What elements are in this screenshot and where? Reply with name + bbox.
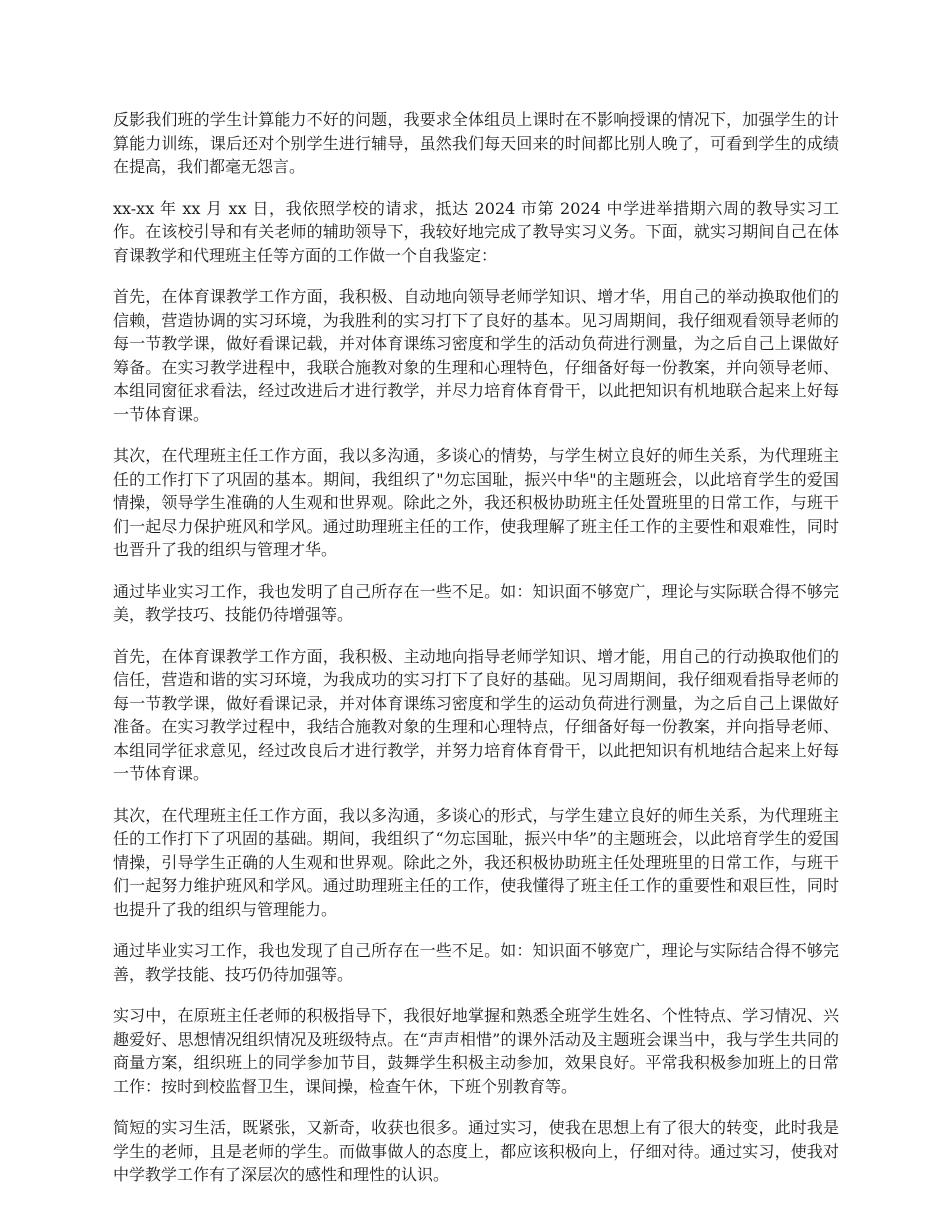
paragraph-2: xx-xx 年 xx 月 xx 日，我依照学校的请求，抵达 2024 市第 2024 中学进举措期六周的教导实习工作。在该校引导和有关老师的辅助领导下，我较好地完成了教导实习义务。下面，就实习期间自己在体育课教学和代理班主任等方面的工作做一个自我鉴定： xyxy=(113,198,839,265)
paragraph-3: 首先，在体育课教学工作方面，我积极、自动地向领导老师学知识、增才华，用自己的举动换取他们的信赖，营造协调的实习环境，为我胜利的实习打下了良好的基本。见习周期间，我仔细观看领导老师的每一节教学课，做好看课记载，并对体育课练习密度和学生的活动负荷进行测量，为之后自己上课做好筹备。在实习教学进程中，我联合施教对象的生理和心理特色，仔细备好每一份教案，并向领导老师、本组同窗征求看法，经过改进后才进行教学，并尽力培育体育骨干，以此把知识有机地联合起来上好每一节体育课。 xyxy=(113,287,839,424)
paragraph-10: 简短的实习生活，既紧张，又新奇，收获也很多。通过实习，使我在思想上有了很大的转变，此时我是学生的老师，且是老师的学生。而做事做人的态度上，都应该积极向上，仔细对待。通过实习，使我对中学教学工作有了深层次的感性和理性的认识。 xyxy=(113,1118,839,1184)
paragraph-1: 反影我们班的学生计算能力不好的问题，我要求全体组员上课时在不影响授课的情况下，加强学生的计算能力训练，课后还对个别学生进行辅导，虽然我们每天回来的时间都比别人晚了，可看到学生的成绩在提高，我们都毫无怨言。 xyxy=(113,110,839,176)
paragraph-5: 通过毕业实习工作，我也发明了自己所存在一些不足。如：知识面不够宽广，理论与实际联合得不够完美，教学技巧、技能仍待增强等。 xyxy=(113,581,839,624)
paragraph-7: 其次，在代理班主任工作方面，我以多沟通，多谈心的形式，与学生建立良好的师生关系，为代理班主任的工作打下了巩固的基础。期间，我组织了“勿忘国耻，振兴中华”的主题班会，以此培育学生的爱国情操，引导学生正确的人生观和世界观。除此之外，我还积极协助班主任处理班里的日常工作，与班干们一起努力维护班风和学风。通过助理班主任的工作，使我懂得了班主任工作的重要性和艰巨性，同时也提升了我的组织与管理能力。 xyxy=(113,805,839,919)
paragraph-8: 通过毕业实习工作，我也发现了自己所存在一些不足。如：知识面不够宽广，理论与实际结合得不够完善，教学技能、技巧仍待加强等。 xyxy=(113,941,839,984)
document-page xyxy=(113,108,839,1205)
paragraph-4: 其次，在代理班主任工作方面，我以多沟通，多谈心的情势，与学生树立良好的师生关系，为代理班主任的工作打下了巩固的基本。期间，我组织了"勿忘国耻，振兴中华"的主题班会，以此培育学生的爱国情操，领导学生准确的人生观和世界观。除此之外，我还积极协助班主任处置班里的日常工作，与班干们一起尽力保护班风和学风。通过助理班主任的工作，使我理解了班主任工作的主要性和艰难性，同时也晋升了我的组织与管理才华。 xyxy=(113,446,839,559)
paragraph-9: 实习中，在原班主任老师的积极指导下，我很好地掌握和熟悉全班学生姓名、个性特点、学习情况、兴趣爱好、思想情况组织情况及班级特点。在“声声相惜”的课外活动及主题班会课当中，我与学生共同的商量方案，组织班上的同学参加节目，鼓舞学生积极主动参加，效果良好。平常我积极参加班上的日常工作：按时到校监督卫生，课间操，检查午休，下班个别教育等。 xyxy=(113,1006,839,1096)
paragraph-6: 首先，在体育课教学工作方面，我积极、主动地向指导老师学知识、增才能，用自己的行动换取他们的信任，营造和谐的实习环境，为我成功的实习打下了良好的基础。见习周期间，我仔细观看指导老师的每一节教学课，做好看课记录，并对体育课练习密度和学生的运动负荷进行测量，为之后自己上课做好准备。在实习教学过程中，我结合施教对象的生理和心理特点，仔细备好每一份教案，并向指导老师、本组同学征求意见，经过改良后才进行教学，并努力培育体育骨干，以此把知识有机地结合起来上好每一节体育课。 xyxy=(113,646,839,783)
